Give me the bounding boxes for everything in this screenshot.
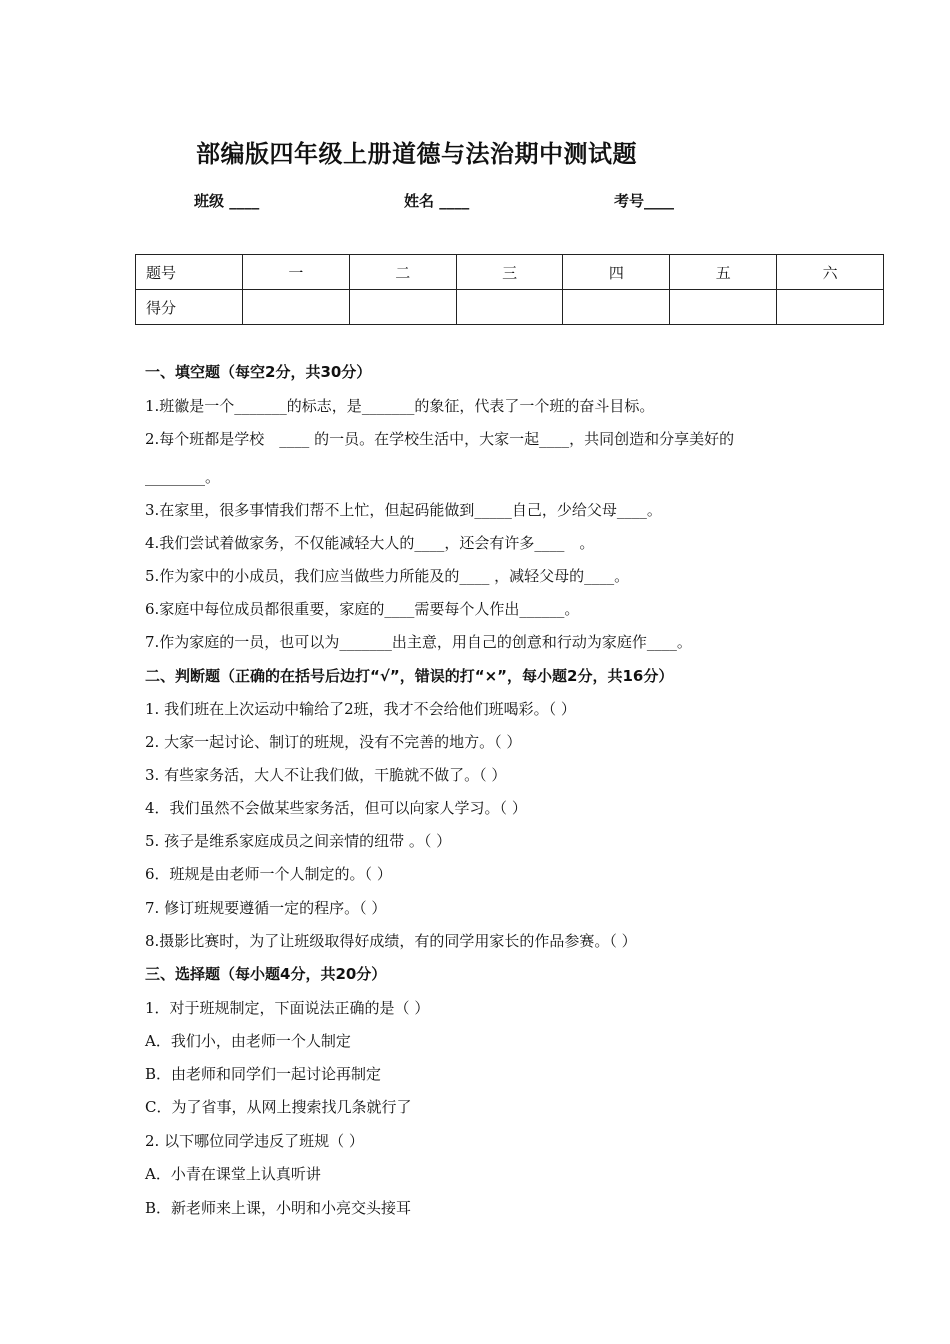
section-judge-heading: 二、判断题（正确的在括号后边打“√”，错误的打“×”，每小题2分，共16分） [145, 667, 674, 685]
choice-question-1: 1．对于班规制定，下面说法正确的是（ ） [145, 999, 430, 1017]
score-table [135, 254, 884, 325]
fill-question-4: 4.我们尝试着做家务，不仅能减轻大人的____，还会有许多____ 。 [145, 534, 595, 552]
judge-question-4: 4．我们虽然不会做某些家务活，但可以向家人学习。（ ） [145, 799, 527, 817]
score-cell[interactable] [243, 290, 350, 325]
score-cell[interactable] [456, 290, 563, 325]
fill-question-3: 3.在家里，很多事情我们帮不上忙，但起码能做到_____自己，少给父母____。 [145, 501, 662, 519]
table-column-1: 一 [243, 255, 350, 290]
name-field: 姓名 ____ [404, 192, 470, 210]
judge-question-2: 2. 大家一起讨论、制订的班规，没有不完善的地方。（ ） [145, 733, 522, 751]
fill-question-5: 5.作为家中的小成员，我们应当做些力所能及的____ ，减轻父母的____。 [145, 567, 630, 585]
score-cell[interactable] [563, 290, 670, 325]
section-fill-heading: 一、填空题（每空2分，共30分） [145, 363, 372, 381]
judge-question-6: 6．班规是由老师一个人制定的。（ ） [145, 865, 392, 883]
page-title: 部编版四年级上册道德与法治期中测试题 [196, 140, 637, 168]
section-choice-heading: 三、选择题（每小题4分，共20分） [145, 965, 387, 983]
table-column-2: 二 [349, 255, 456, 290]
judge-question-7: 7. 修订班规要遵循一定的程序。（ ） [145, 899, 387, 917]
score-cell[interactable] [349, 290, 456, 325]
table-column-4: 四 [563, 255, 670, 290]
fill-question-6: 6.家庭中每位成员都很重要，家庭的____需要每个人作出______。 [145, 600, 580, 618]
table-column-5: 五 [670, 255, 777, 290]
table-column-6: 六 [777, 255, 884, 290]
judge-question-3: 3. 有些家务活，大人不让我们做，干脆就不做了。（ ） [145, 766, 507, 784]
choice-question-1-option-b: B．由老师和同学们一起讨论再制定 [145, 1065, 382, 1083]
fill-question-7: 7.作为家庭的一员，也可以为_______出主意，用自己的创意和行动为家庭作____。 [145, 633, 692, 651]
choice-question-2-option-b: B．新老师来上课，小明和小亮交头接耳 [145, 1199, 412, 1217]
fill-question-2-line-2: ________。 [145, 468, 221, 486]
choice-question-1-option-a: A．我们小，由老师一个人制定 [145, 1032, 351, 1050]
judge-question-8: 8.摄影比赛时，为了让班级取得好成绩，有的同学用家长的作品参赛。（ ） [145, 932, 637, 950]
choice-question-1-option-c: C．为了省事，从网上搜索找几条就行了 [145, 1098, 412, 1116]
table-score-row [136, 290, 884, 325]
table-score-label: 得分 [136, 290, 243, 325]
judge-question-1: 1. 我们班在上次运动中输给了2班，我才不会给他们班喝彩。（ ） [145, 700, 576, 718]
choice-question-2: 2. 以下哪位同学违反了班规（ ） [145, 1132, 364, 1150]
score-cell[interactable] [777, 290, 884, 325]
class-field: 班级 ____ [194, 192, 260, 210]
choice-question-2-option-a: A．小青在课堂上认真听讲 [145, 1165, 321, 1183]
exam-number-field: 考号____ [614, 192, 675, 210]
score-cell[interactable] [670, 290, 777, 325]
table-header-row [136, 255, 884, 290]
table-header-label: 题号 [136, 255, 243, 290]
fill-question-2-line-1: 2.每个班都是学校 ____ 的一员。在学校生活中，大家一起____，共同创造和分享美好的 [145, 430, 735, 448]
judge-question-5: 5. 孩子是维系家庭成员之间亲情的纽带 。（ ） [145, 832, 452, 850]
table-column-3: 三 [456, 255, 563, 290]
fill-question-1: 1.班徽是一个_______的标志，是_______的象征，代表了一个班的奋斗目标。 [145, 397, 655, 415]
